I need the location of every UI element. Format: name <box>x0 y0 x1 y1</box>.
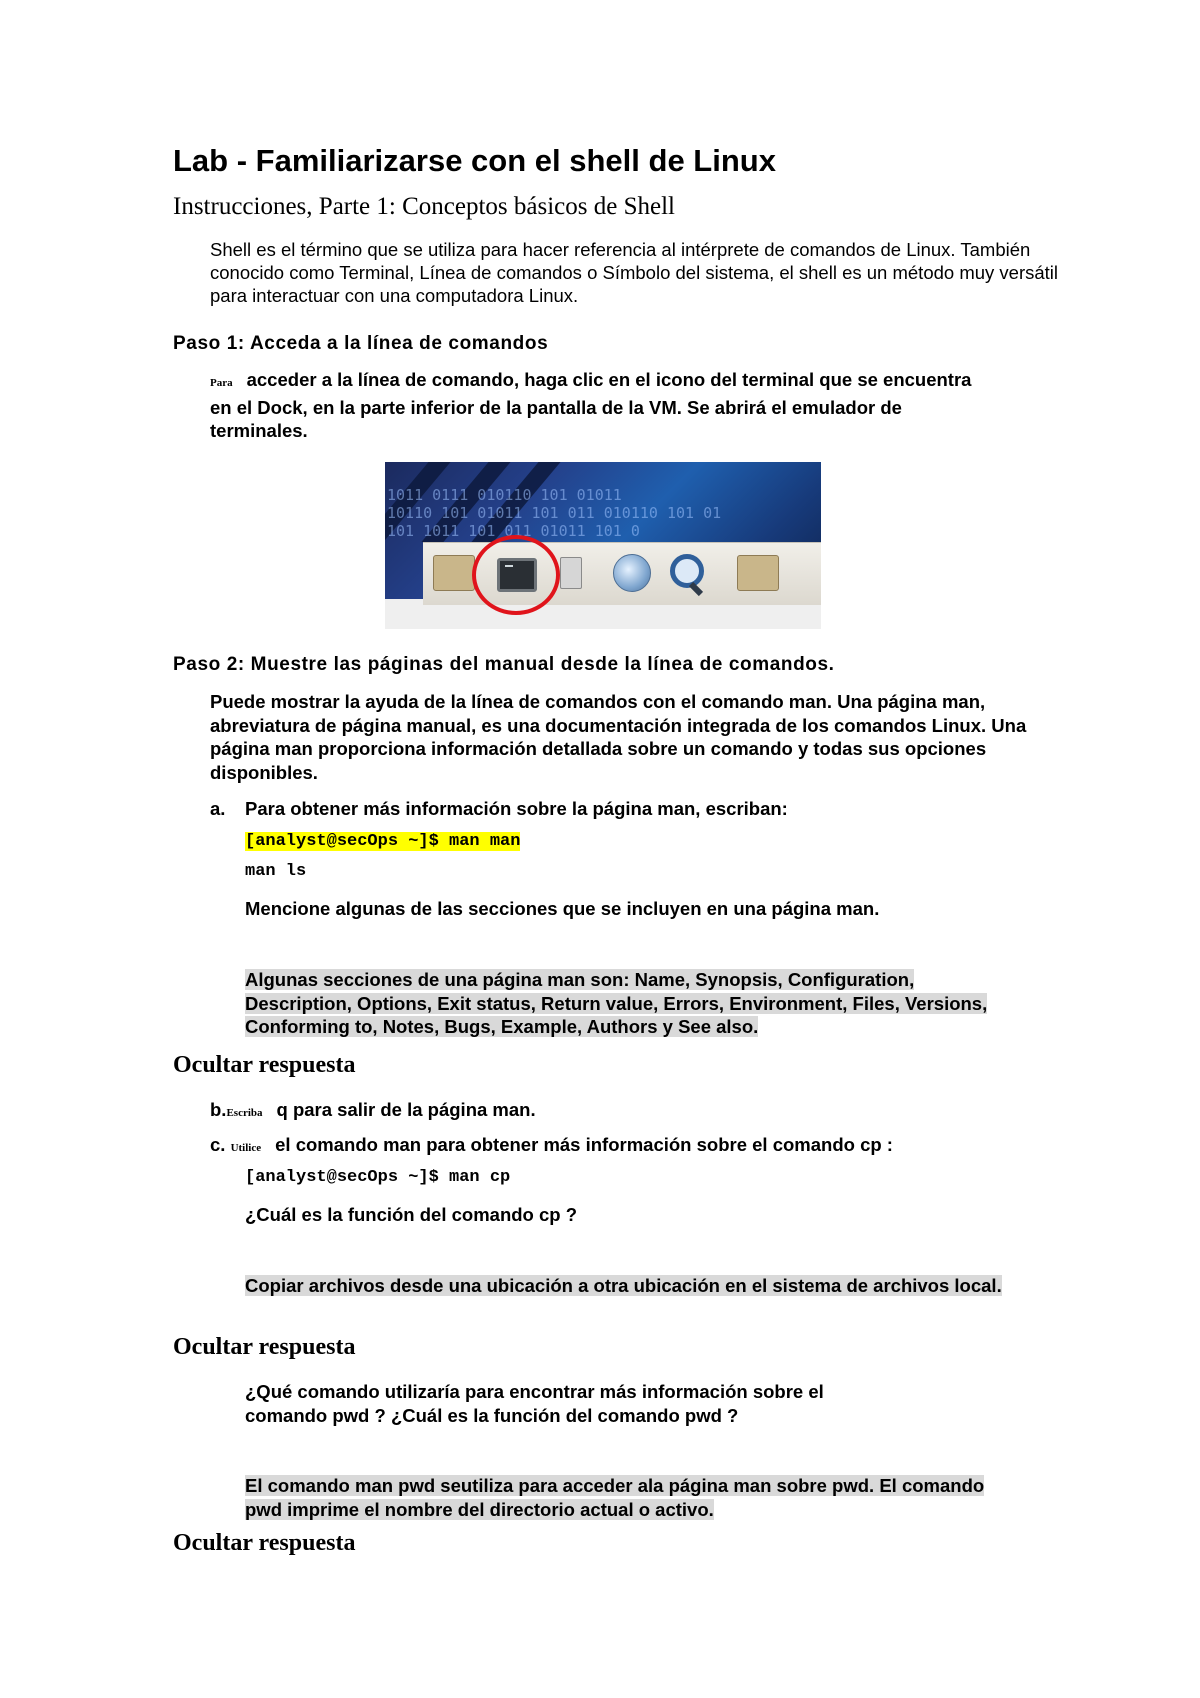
step2-heading: Paso 2: Muestre las páginas del manual desde la línea de comandos. <box>173 654 835 675</box>
step2-intro: Puede mostrar la ayuda de la línea de comandos con el comando man. Una página man, abreviatura de página manual, es una documentación integrada de los comandos Linux. Una página man proporciona información detallada sobre un comando y todas sus opciones disponibles. <box>210 691 1027 783</box>
item-b: b.Escriba q para salir de la página man. <box>210 1099 536 1120</box>
answer-a: Algunas secciones de una página man son: Name, Synopsis, Configuration, Description, Options, Exit status, Return value, Errors, Environment, Files, Versions, Conforming to, Notes, Bugs, Example, Authors y See also. <box>245 969 988 1037</box>
item-a-text: Para obtener más información sobre la página man, escriban: <box>245 798 788 819</box>
answer-pwd: El comando man pwd seutiliza para acceder ala página man sobre pwd. El comando pwd imprime el nombre del directorio actual o activo. <box>245 1475 985 1520</box>
question-c: ¿Cuál es la función del comando cp ? <box>245 1204 578 1225</box>
intro-paragraph: Shell es el término que se utiliza para hacer referencia al intérprete de comandos de Linux. También conocido como Terminal, Línea de comandos o Símbolo del sistema, el shell es un método muy versátil para interactuar con una computadora Linux. <box>210 239 1059 306</box>
step1-text: acceder a la línea de comando, haga clic en el icono del terminal que se encuentra en el Dock, en la parte inferior de la pantalla de la VM. Se abrirá el emulador de terminales. <box>210 369 972 441</box>
command-man-cp: [analyst@secOps ~]$ man cp <box>245 1168 511 1187</box>
item-a-label: a. <box>210 798 226 819</box>
page-title: Lab - Familiarizarse con el shell de Linux <box>173 143 776 178</box>
command-man-man: [analyst@secOps ~]$ man man <box>245 832 521 851</box>
dock-screenshot <box>385 462 821 629</box>
hide-answer-1[interactable]: Ocultar respuesta <box>173 1052 356 1078</box>
command-man-ls: man ls <box>245 862 307 881</box>
search-icon[interactable] <box>670 554 704 588</box>
folder-icon[interactable] <box>737 555 779 591</box>
file-manager-icon[interactable] <box>560 557 582 589</box>
highlight-circle <box>472 535 560 615</box>
browser-globe-icon[interactable] <box>613 554 651 592</box>
answer-c: Copiar archivos desde una ubicación a otra ubicación en el sistema de archivos local. <box>245 1275 1002 1296</box>
hide-answer-2[interactable]: Ocultar respuesta <box>173 1334 356 1360</box>
hide-answer-3[interactable]: Ocultar respuesta <box>173 1530 356 1556</box>
item-c: c. Utilice el comando man para obtener más información sobre el comando cp : <box>210 1134 893 1155</box>
home-folder-icon[interactable] <box>433 555 475 591</box>
question-a: Mencione algunas de las secciones que se incluyen en una página man. <box>245 898 880 919</box>
step1-instructions <box>210 368 980 443</box>
step1-lead: Para <box>210 377 233 389</box>
step1-heading: Paso 1: Acceda a la línea de comandos <box>173 333 549 354</box>
section-subtitle: Instrucciones, Parte 1: Conceptos básicos de Shell <box>173 193 675 220</box>
binary-digits: 1011 0111 010110 101 01011 10110 101 01011 101 011 010110 101 01 101 1011 101 011 01011 101 0 <box>387 486 722 540</box>
question-pwd: ¿Qué comando utilizaría para encontrar más información sobre el comando pwd ? ¿Cuál es la función del comando pwd ? <box>245 1381 824 1426</box>
